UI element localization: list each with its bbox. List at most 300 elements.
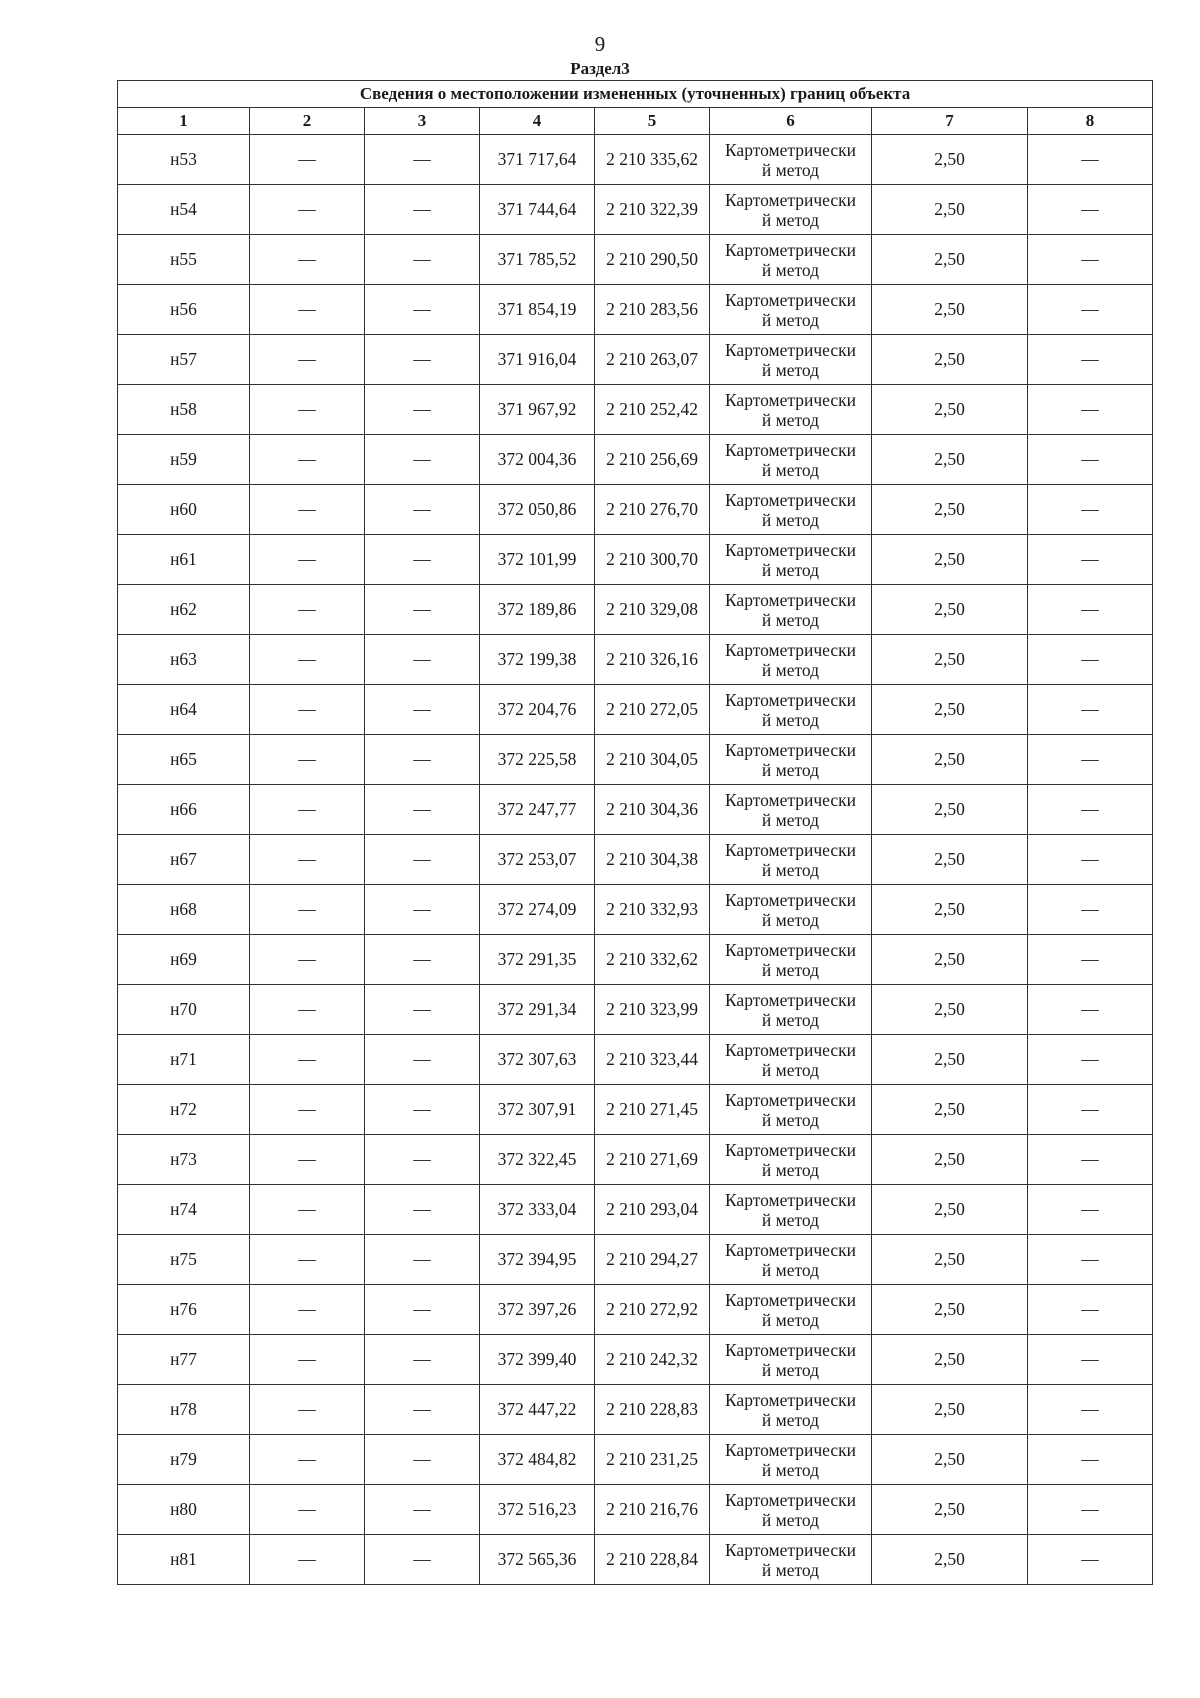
accuracy-cell: 2,50 bbox=[872, 585, 1028, 635]
point-id-cell: н76 bbox=[118, 1285, 250, 1335]
method-text-line: Картометрически bbox=[724, 339, 857, 360]
table-caption: Сведения о местоположении измененных (уточненных) границ объекта bbox=[118, 81, 1153, 108]
column-3-cell: — bbox=[365, 435, 480, 485]
table-row bbox=[118, 335, 1153, 385]
method-cell bbox=[710, 585, 872, 635]
table-row bbox=[118, 785, 1153, 835]
column-8-cell: — bbox=[1028, 1535, 1153, 1585]
section-title: Раздел3 bbox=[570, 59, 630, 78]
method-text-line: й метод bbox=[761, 159, 820, 180]
column-8-cell: — bbox=[1028, 735, 1153, 785]
y-coordinate-cell: 2 210 283,56 bbox=[595, 285, 710, 335]
point-id-cell: н62 bbox=[118, 585, 250, 635]
method-cell bbox=[710, 1235, 872, 1285]
method-text-line: й метод bbox=[761, 359, 820, 380]
method-text-line: Картометрически bbox=[724, 139, 857, 160]
column-8-cell: — bbox=[1028, 485, 1153, 535]
column-3-cell: — bbox=[365, 385, 480, 435]
column-3-cell: — bbox=[365, 735, 480, 785]
method-text-line: Картометрически bbox=[724, 639, 857, 660]
method-text-line: й метод bbox=[761, 1159, 820, 1180]
method-text-line: й метод bbox=[761, 959, 820, 980]
method-cell bbox=[710, 1085, 872, 1135]
column-3-cell: — bbox=[365, 885, 480, 935]
column-3-cell: — bbox=[365, 235, 480, 285]
table-row bbox=[118, 635, 1153, 685]
column-2-cell: — bbox=[250, 185, 365, 235]
table-row bbox=[118, 1235, 1153, 1285]
point-id-cell: н79 bbox=[118, 1435, 250, 1485]
table-row bbox=[118, 1135, 1153, 1185]
method-text-line: Картометрически bbox=[724, 239, 857, 260]
method-cell bbox=[710, 1035, 872, 1085]
table-row bbox=[118, 385, 1153, 435]
accuracy-cell: 2,50 bbox=[872, 335, 1028, 385]
x-coordinate-cell: 372 394,95 bbox=[480, 1235, 595, 1285]
method-cell bbox=[710, 1435, 872, 1485]
table-row bbox=[118, 485, 1153, 535]
method-text-line: Картометрически bbox=[724, 839, 857, 860]
method-text-line: й метод bbox=[761, 209, 820, 230]
y-coordinate-cell: 2 210 290,50 bbox=[595, 235, 710, 285]
method-text-line: й метод bbox=[761, 1359, 820, 1380]
method-text-line: й метод bbox=[761, 1209, 820, 1230]
column-2-cell: — bbox=[250, 1535, 365, 1585]
column-2-cell: — bbox=[250, 685, 365, 735]
point-id-cell: н67 bbox=[118, 835, 250, 885]
accuracy-cell: 2,50 bbox=[872, 535, 1028, 585]
table-row bbox=[118, 835, 1153, 885]
y-coordinate-cell: 2 210 304,05 bbox=[595, 735, 710, 785]
x-coordinate-cell: 372 322,45 bbox=[480, 1135, 595, 1185]
column-2-cell: — bbox=[250, 635, 365, 685]
column-8-cell: — bbox=[1028, 1185, 1153, 1235]
table-row bbox=[118, 1335, 1153, 1385]
accuracy-cell: 2,50 bbox=[872, 1485, 1028, 1535]
point-id-cell: н56 bbox=[118, 285, 250, 335]
method-text-line: й метод bbox=[761, 1259, 820, 1280]
y-coordinate-cell: 2 210 323,99 bbox=[595, 985, 710, 1035]
method-cell bbox=[710, 485, 872, 535]
x-coordinate-cell: 371 916,04 bbox=[480, 335, 595, 385]
column-2-cell: — bbox=[250, 1335, 365, 1385]
table-row bbox=[118, 735, 1153, 785]
method-text-line: Картометрически bbox=[724, 1289, 857, 1310]
accuracy-cell: 2,50 bbox=[872, 485, 1028, 535]
column-3-cell: — bbox=[365, 585, 480, 635]
column-8-cell: — bbox=[1028, 1435, 1153, 1485]
column-3-cell: — bbox=[365, 1135, 480, 1185]
method-cell bbox=[710, 385, 872, 435]
x-coordinate-cell: 372 484,82 bbox=[480, 1435, 595, 1485]
column-3-cell: — bbox=[365, 1385, 480, 1435]
y-coordinate-cell: 2 210 329,08 bbox=[595, 585, 710, 635]
method-text-line: Картометрически bbox=[724, 1039, 857, 1060]
y-coordinate-cell: 2 210 332,93 bbox=[595, 885, 710, 935]
method-cell bbox=[710, 635, 872, 685]
table-row bbox=[118, 1485, 1153, 1535]
column-3-cell: — bbox=[365, 1335, 480, 1385]
y-coordinate-cell: 2 210 276,70 bbox=[595, 485, 710, 535]
x-coordinate-cell: 371 785,52 bbox=[480, 235, 595, 285]
x-coordinate-cell: 371 967,92 bbox=[480, 385, 595, 435]
point-id-cell: н61 bbox=[118, 535, 250, 585]
point-id-cell: н53 bbox=[118, 135, 250, 185]
accuracy-cell: 2,50 bbox=[872, 685, 1028, 735]
method-text-line: й метод bbox=[761, 1509, 820, 1530]
x-coordinate-cell: 372 307,63 bbox=[480, 1035, 595, 1085]
column-8-cell: — bbox=[1028, 985, 1153, 1035]
point-id-cell: н77 bbox=[118, 1335, 250, 1385]
point-id-cell: н66 bbox=[118, 785, 250, 835]
column-2-cell: — bbox=[250, 585, 365, 635]
method-text-line: Картометрически bbox=[724, 939, 857, 960]
point-id-cell: н73 bbox=[118, 1135, 250, 1185]
column-2-cell: — bbox=[250, 235, 365, 285]
table-row bbox=[118, 1435, 1153, 1485]
accuracy-cell: 2,50 bbox=[872, 1535, 1028, 1585]
accuracy-cell: 2,50 bbox=[872, 1335, 1028, 1385]
point-id-cell: н60 bbox=[118, 485, 250, 535]
method-cell bbox=[710, 935, 872, 985]
x-coordinate-cell: 372 199,38 bbox=[480, 635, 595, 685]
column-number-row bbox=[118, 108, 1153, 135]
method-cell bbox=[710, 1185, 872, 1235]
method-text-line: Картометрически bbox=[724, 1489, 857, 1510]
column-3-cell: — bbox=[365, 185, 480, 235]
method-text-line: й метод bbox=[761, 709, 820, 730]
method-text-line: Картометрически bbox=[724, 1439, 857, 1460]
column-3-cell: — bbox=[365, 1035, 480, 1085]
table-row bbox=[118, 1385, 1153, 1435]
method-text-line: й метод bbox=[761, 909, 820, 930]
x-coordinate-cell: 372 447,22 bbox=[480, 1385, 595, 1435]
method-text-line: й метод bbox=[761, 1309, 820, 1330]
table-row bbox=[118, 435, 1153, 485]
table-row bbox=[118, 235, 1153, 285]
method-text-line: Картометрически bbox=[724, 1389, 857, 1410]
column-8-cell: — bbox=[1028, 1235, 1153, 1285]
column-2-cell: — bbox=[250, 1185, 365, 1235]
method-cell bbox=[710, 1335, 872, 1385]
column-8-cell: — bbox=[1028, 185, 1153, 235]
point-id-cell: н68 bbox=[118, 885, 250, 935]
table-row bbox=[118, 985, 1153, 1035]
y-coordinate-cell: 2 210 323,44 bbox=[595, 1035, 710, 1085]
method-text-line: Картометрически bbox=[724, 439, 857, 460]
table-row bbox=[118, 285, 1153, 335]
column-8-cell: — bbox=[1028, 885, 1153, 935]
column-8-cell: — bbox=[1028, 1035, 1153, 1085]
column-8-cell: — bbox=[1028, 935, 1153, 985]
column-3-cell: — bbox=[365, 135, 480, 185]
x-coordinate-cell: 372 004,36 bbox=[480, 435, 595, 485]
table-row bbox=[118, 1035, 1153, 1085]
accuracy-cell: 2,50 bbox=[872, 185, 1028, 235]
column-8-cell: — bbox=[1028, 335, 1153, 385]
column-3-cell: — bbox=[365, 1235, 480, 1285]
accuracy-cell: 2,50 bbox=[872, 235, 1028, 285]
table-row bbox=[118, 585, 1153, 635]
column-2-cell: — bbox=[250, 535, 365, 585]
point-id-cell: н71 bbox=[118, 1035, 250, 1085]
method-text-line: Картометрически bbox=[724, 689, 857, 710]
column-2-cell: — bbox=[250, 435, 365, 485]
column-3-cell: — bbox=[365, 1535, 480, 1585]
column-3-cell: — bbox=[365, 535, 480, 585]
method-text-line: Картометрически bbox=[724, 989, 857, 1010]
y-coordinate-cell: 2 210 300,70 bbox=[595, 535, 710, 585]
method-text-line: й метод bbox=[761, 259, 820, 280]
accuracy-cell: 2,50 bbox=[872, 1185, 1028, 1235]
method-text-line: Картометрически bbox=[724, 389, 857, 410]
column-2-cell: — bbox=[250, 1385, 365, 1435]
point-id-cell: н74 bbox=[118, 1185, 250, 1235]
x-coordinate-cell: 372 291,35 bbox=[480, 935, 595, 985]
column-3-cell: — bbox=[365, 935, 480, 985]
point-id-cell: н70 bbox=[118, 985, 250, 1035]
y-coordinate-cell: 2 210 263,07 bbox=[595, 335, 710, 385]
x-coordinate-cell: 372 247,77 bbox=[480, 785, 595, 835]
column-number-5: 5 bbox=[595, 108, 710, 135]
point-id-cell: н54 bbox=[118, 185, 250, 235]
table-row bbox=[118, 685, 1153, 735]
y-coordinate-cell: 2 210 228,83 bbox=[595, 1385, 710, 1435]
column-8-cell: — bbox=[1028, 1135, 1153, 1185]
column-2-cell: — bbox=[250, 985, 365, 1035]
y-coordinate-cell: 2 210 304,38 bbox=[595, 835, 710, 885]
accuracy-cell: 2,50 bbox=[872, 885, 1028, 935]
point-id-cell: н72 bbox=[118, 1085, 250, 1135]
table-row bbox=[118, 1285, 1153, 1335]
x-coordinate-cell: 371 744,64 bbox=[480, 185, 595, 235]
column-number-4: 4 bbox=[480, 108, 595, 135]
y-coordinate-cell: 2 210 271,69 bbox=[595, 1135, 710, 1185]
column-8-cell: — bbox=[1028, 785, 1153, 835]
point-id-cell: н80 bbox=[118, 1485, 250, 1535]
method-text-line: Картометрически bbox=[724, 1239, 857, 1260]
method-text-line: Картометрически bbox=[724, 1539, 857, 1560]
x-coordinate-cell: 372 225,58 bbox=[480, 735, 595, 785]
y-coordinate-cell: 2 210 252,42 bbox=[595, 385, 710, 435]
point-id-cell: н75 bbox=[118, 1235, 250, 1285]
column-8-cell: — bbox=[1028, 135, 1153, 185]
accuracy-cell: 2,50 bbox=[872, 1435, 1028, 1485]
point-id-cell: н69 bbox=[118, 935, 250, 985]
accuracy-cell: 2,50 bbox=[872, 1035, 1028, 1085]
column-3-cell: — bbox=[365, 285, 480, 335]
page-number: 9 bbox=[594, 32, 606, 56]
accuracy-cell: 2,50 bbox=[872, 935, 1028, 985]
column-8-cell: — bbox=[1028, 435, 1153, 485]
column-8-cell: — bbox=[1028, 835, 1153, 885]
column-2-cell: — bbox=[250, 935, 365, 985]
column-2-cell: — bbox=[250, 335, 365, 385]
point-id-cell: н59 bbox=[118, 435, 250, 485]
x-coordinate-cell: 372 050,86 bbox=[480, 485, 595, 535]
column-3-cell: — bbox=[365, 685, 480, 735]
method-text-line: й метод bbox=[761, 1009, 820, 1030]
column-number-6: 6 bbox=[710, 108, 872, 135]
accuracy-cell: 2,50 bbox=[872, 1385, 1028, 1435]
x-coordinate-cell: 372 565,36 bbox=[480, 1535, 595, 1585]
table-row bbox=[118, 935, 1153, 985]
method-text-line: Картометрически bbox=[724, 539, 857, 560]
accuracy-cell: 2,50 bbox=[872, 1085, 1028, 1135]
x-coordinate-cell: 372 274,09 bbox=[480, 885, 595, 935]
column-8-cell: — bbox=[1028, 1085, 1153, 1135]
method-text-line: й метод bbox=[761, 1059, 820, 1080]
method-text-line: й метод bbox=[761, 509, 820, 530]
column-8-cell: — bbox=[1028, 1285, 1153, 1335]
method-text-line: й метод bbox=[761, 1559, 820, 1580]
x-coordinate-cell: 372 516,23 bbox=[480, 1485, 595, 1535]
x-coordinate-cell: 372 397,26 bbox=[480, 1285, 595, 1335]
y-coordinate-cell: 2 210 231,25 bbox=[595, 1435, 710, 1485]
column-3-cell: — bbox=[365, 1285, 480, 1335]
method-text-line: й метод bbox=[761, 759, 820, 780]
column-3-cell: — bbox=[365, 485, 480, 535]
accuracy-cell: 2,50 bbox=[872, 1235, 1028, 1285]
column-2-cell: — bbox=[250, 1435, 365, 1485]
column-3-cell: — bbox=[365, 335, 480, 385]
column-2-cell: — bbox=[250, 1235, 365, 1285]
method-text-line: Картометрически bbox=[724, 1089, 857, 1110]
column-8-cell: — bbox=[1028, 285, 1153, 335]
table-row bbox=[118, 185, 1153, 235]
accuracy-cell: 2,50 bbox=[872, 1285, 1028, 1335]
x-coordinate-cell: 372 399,40 bbox=[480, 1335, 595, 1385]
y-coordinate-cell: 2 210 272,05 bbox=[595, 685, 710, 735]
x-coordinate-cell: 372 204,76 bbox=[480, 685, 595, 735]
x-coordinate-cell: 371 717,64 bbox=[480, 135, 595, 185]
column-3-cell: — bbox=[365, 635, 480, 685]
y-coordinate-cell: 2 210 228,84 bbox=[595, 1535, 710, 1585]
accuracy-cell: 2,50 bbox=[872, 385, 1028, 435]
point-id-cell: н65 bbox=[118, 735, 250, 785]
column-8-cell: — bbox=[1028, 1485, 1153, 1535]
column-2-cell: — bbox=[250, 885, 365, 935]
point-id-cell: н55 bbox=[118, 235, 250, 285]
y-coordinate-cell: 2 210 294,27 bbox=[595, 1235, 710, 1285]
column-3-cell: — bbox=[365, 835, 480, 885]
column-8-cell: — bbox=[1028, 585, 1153, 635]
method-text-line: Картометрически bbox=[724, 589, 857, 610]
y-coordinate-cell: 2 210 216,76 bbox=[595, 1485, 710, 1535]
method-text-line: й метод bbox=[761, 1409, 820, 1430]
method-text-line: Картометрически bbox=[724, 1339, 857, 1360]
accuracy-cell: 2,50 bbox=[872, 735, 1028, 785]
column-2-cell: — bbox=[250, 1085, 365, 1135]
accuracy-cell: 2,50 bbox=[872, 835, 1028, 885]
column-8-cell: — bbox=[1028, 235, 1153, 285]
column-2-cell: — bbox=[250, 1285, 365, 1335]
x-coordinate-cell: 372 333,04 bbox=[480, 1185, 595, 1235]
column-number-8: 8 bbox=[1028, 108, 1153, 135]
x-coordinate-cell: 372 189,86 bbox=[480, 585, 595, 635]
column-2-cell: — bbox=[250, 135, 365, 185]
point-id-cell: н57 bbox=[118, 335, 250, 385]
y-coordinate-cell: 2 210 332,62 bbox=[595, 935, 710, 985]
method-text-line: й метод bbox=[761, 809, 820, 830]
column-8-cell: — bbox=[1028, 685, 1153, 735]
method-text-line: й метод bbox=[761, 659, 820, 680]
column-2-cell: — bbox=[250, 835, 365, 885]
method-cell bbox=[710, 735, 872, 785]
method-cell bbox=[710, 185, 872, 235]
y-coordinate-cell: 2 210 272,92 bbox=[595, 1285, 710, 1335]
method-cell bbox=[710, 985, 872, 1035]
column-8-cell: — bbox=[1028, 385, 1153, 435]
column-2-cell: — bbox=[250, 385, 365, 435]
column-3-cell: — bbox=[365, 985, 480, 1035]
y-coordinate-cell: 2 210 335,62 bbox=[595, 135, 710, 185]
y-coordinate-cell: 2 210 322,39 bbox=[595, 185, 710, 235]
y-coordinate-cell: 2 210 326,16 bbox=[595, 635, 710, 685]
method-text-line: й метод bbox=[761, 309, 820, 330]
point-id-cell: н78 bbox=[118, 1385, 250, 1435]
column-3-cell: — bbox=[365, 1085, 480, 1135]
method-text-line: Картометрически bbox=[724, 1139, 857, 1160]
table-body bbox=[118, 135, 1153, 1585]
point-id-cell: н64 bbox=[118, 685, 250, 735]
accuracy-cell: 2,50 bbox=[872, 985, 1028, 1035]
method-cell bbox=[710, 885, 872, 935]
method-text-line: Картометрически bbox=[724, 289, 857, 310]
method-text-line: й метод bbox=[761, 859, 820, 880]
x-coordinate-cell: 371 854,19 bbox=[480, 285, 595, 335]
method-cell bbox=[710, 1135, 872, 1185]
column-2-cell: — bbox=[250, 1485, 365, 1535]
column-2-cell: — bbox=[250, 485, 365, 535]
method-text-line: й метод bbox=[761, 609, 820, 630]
column-3-cell: — bbox=[365, 785, 480, 835]
column-2-cell: — bbox=[250, 1135, 365, 1185]
column-number-3: 3 bbox=[365, 108, 480, 135]
method-cell bbox=[710, 835, 872, 885]
table-row bbox=[118, 1085, 1153, 1135]
method-cell bbox=[710, 1285, 872, 1335]
method-cell bbox=[710, 235, 872, 285]
accuracy-cell: 2,50 bbox=[872, 135, 1028, 185]
column-number-2: 2 bbox=[250, 108, 365, 135]
accuracy-cell: 2,50 bbox=[872, 435, 1028, 485]
y-coordinate-cell: 2 210 242,32 bbox=[595, 1335, 710, 1385]
accuracy-cell: 2,50 bbox=[872, 635, 1028, 685]
method-cell bbox=[710, 535, 872, 585]
column-3-cell: — bbox=[365, 1435, 480, 1485]
method-text-line: й метод bbox=[761, 459, 820, 480]
method-text-line: Картометрически bbox=[724, 789, 857, 810]
point-id-cell: н58 bbox=[118, 385, 250, 435]
column-number-1: 1 bbox=[118, 108, 250, 135]
table-row bbox=[118, 1535, 1153, 1585]
method-cell bbox=[710, 685, 872, 735]
accuracy-cell: 2,50 bbox=[872, 285, 1028, 335]
method-text-line: й метод bbox=[761, 1459, 820, 1480]
table-row bbox=[118, 885, 1153, 935]
method-text-line: й метод bbox=[761, 1109, 820, 1130]
method-cell bbox=[710, 785, 872, 835]
y-coordinate-cell: 2 210 271,45 bbox=[595, 1085, 710, 1135]
column-2-cell: — bbox=[250, 735, 365, 785]
accuracy-cell: 2,50 bbox=[872, 785, 1028, 835]
column-8-cell: — bbox=[1028, 635, 1153, 685]
y-coordinate-cell: 2 210 304,36 bbox=[595, 785, 710, 835]
x-coordinate-cell: 372 101,99 bbox=[480, 535, 595, 585]
x-coordinate-cell: 372 291,34 bbox=[480, 985, 595, 1035]
method-text-line: Картометрически bbox=[724, 739, 857, 760]
